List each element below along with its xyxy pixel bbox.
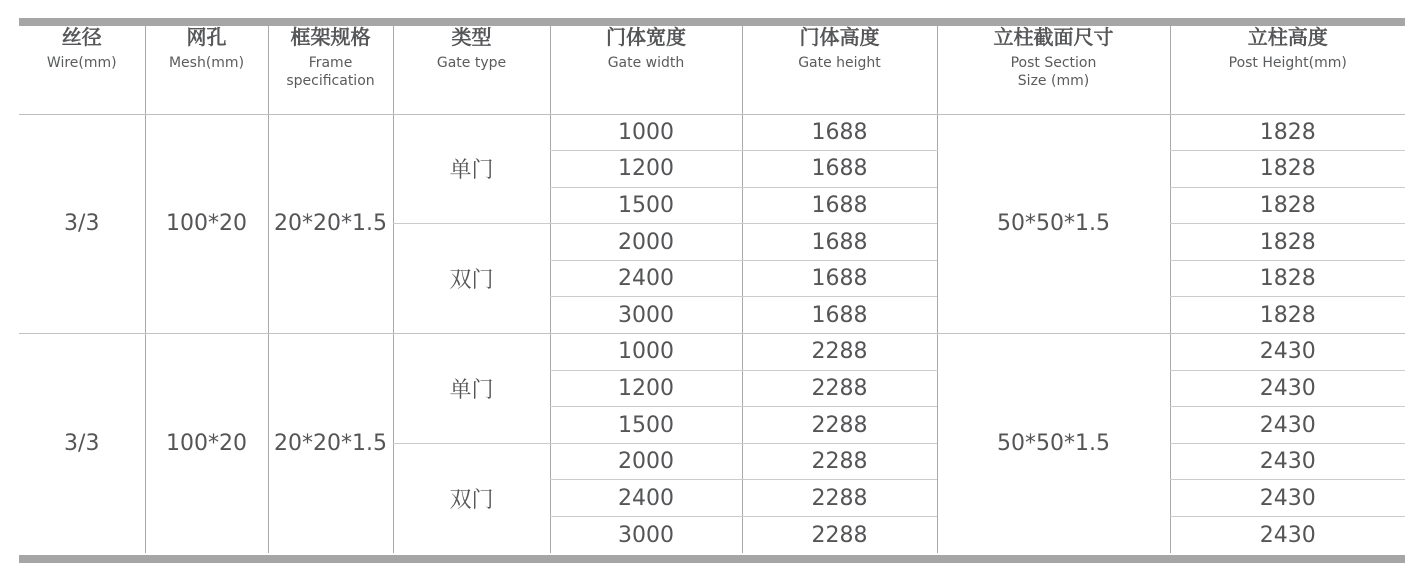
header-en-post-height: Post Height(mm) (1228, 55, 1347, 71)
gate-type-cell: 单门 (393, 114, 550, 224)
post-height-cell: 1828 (1170, 297, 1405, 334)
gate-height-cell: 2288 (742, 334, 937, 371)
header-en-gate-width: Gate width (607, 55, 685, 71)
post-height-cell: 2430 (1170, 370, 1405, 407)
post-height-cell: 1828 (1170, 187, 1405, 224)
post-height-cell: 2430 (1170, 480, 1405, 517)
post-height-cell: 1828 (1170, 151, 1405, 188)
header-zh-post-section: 立柱截面尺寸 (993, 25, 1114, 49)
gate-height-cell: 1688 (742, 187, 937, 224)
header-en-gate-type: Gate type (436, 55, 507, 71)
gate-height-cell: 2288 (742, 517, 937, 554)
table-body (19, 114, 1405, 553)
table-row (19, 334, 1405, 371)
header-zh-gate-width: 门体宽度 (606, 25, 686, 49)
header-zh-frame: 框架规格 (290, 25, 371, 49)
gate-width-cell: 1000 (550, 114, 742, 151)
gate-type-cell: 单门 (393, 334, 550, 444)
header-en-post-section: Post Section Size (mm) (1010, 55, 1097, 90)
gate-width-cell: 1200 (550, 151, 742, 188)
gate-height-cell: 1688 (742, 297, 937, 334)
post-height-cell: 1828 (1170, 224, 1405, 261)
header-zh-wire: 丝径 (61, 25, 102, 49)
header-zh-gate-type: 类型 (451, 25, 492, 49)
table-row (19, 114, 1405, 151)
mesh-cell: 100*20 (145, 334, 268, 554)
post-section-cell: 50*50*1.5 (937, 334, 1170, 554)
gate-height-cell: 2288 (742, 407, 937, 444)
gate-width-cell: 2000 (550, 224, 742, 261)
gate-type-cell: 双门 (393, 443, 550, 553)
gate-height-cell: 2288 (742, 443, 937, 480)
gate-width-cell: 1500 (550, 187, 742, 224)
gate-height-cell: 1688 (742, 151, 937, 188)
header-zh-mesh: 网孔 (186, 25, 227, 49)
gate-width-cell: 3000 (550, 517, 742, 554)
gate-height-cell: 2288 (742, 480, 937, 517)
post-height-cell: 1828 (1170, 114, 1405, 151)
post-height-cell: 2430 (1170, 407, 1405, 444)
gate-width-cell: 2000 (550, 443, 742, 480)
col-header-gate-height (742, 26, 937, 114)
post-height-cell: 2430 (1170, 334, 1405, 371)
post-height-cell: 1828 (1170, 260, 1405, 297)
wire-cell: 3/3 (19, 114, 145, 334)
spec-table (19, 26, 1405, 553)
gate-width-cell: 1500 (550, 407, 742, 444)
header-en-wire: Wire(mm) (46, 55, 117, 71)
gate-height-cell: 2288 (742, 370, 937, 407)
gate-width-cell: 2400 (550, 480, 742, 517)
gate-height-cell: 1688 (742, 114, 937, 151)
gate-width-cell: 1000 (550, 334, 742, 371)
post-height-cell: 2430 (1170, 443, 1405, 480)
gate-width-cell: 2400 (550, 260, 742, 297)
gate-width-cell: 1200 (550, 370, 742, 407)
col-header-mesh (145, 26, 268, 114)
mesh-cell: 100*20 (145, 114, 268, 334)
header-en-gate-height: Gate height (798, 55, 881, 71)
wire-cell: 3/3 (64, 431, 100, 457)
header-zh-gate-height: 门体高度 (799, 25, 880, 49)
col-header-gate-width (550, 26, 742, 114)
col-header-wire (19, 26, 145, 114)
header-zh-post-height: 立柱高度 (1247, 25, 1328, 49)
frame-cell: 20*20*1.5 (268, 114, 393, 334)
gate-height-cell: 1688 (742, 224, 937, 261)
gate-type-cell: 双门 (393, 224, 550, 334)
spec-table-container (19, 18, 1405, 563)
gate-width-cell: 3000 (550, 297, 742, 334)
col-header-post-height (1170, 26, 1405, 114)
top-accent-bar (19, 18, 1405, 26)
header-row (19, 26, 1405, 114)
col-header-frame (268, 26, 393, 114)
post-section-cell: 50*50*1.5 (937, 114, 1170, 334)
frame-cell: 20*20*1.5 (268, 334, 393, 554)
post-height-cell: 2430 (1170, 517, 1405, 554)
bottom-accent-bar (19, 555, 1405, 563)
header-en-mesh: Mesh(mm) (168, 55, 245, 71)
col-header-gate-type (393, 26, 550, 114)
gate-height-cell: 1688 (742, 260, 937, 297)
col-header-post-section (937, 26, 1170, 114)
header-en-frame: Frame specification (286, 55, 375, 90)
table-header (19, 26, 1405, 114)
